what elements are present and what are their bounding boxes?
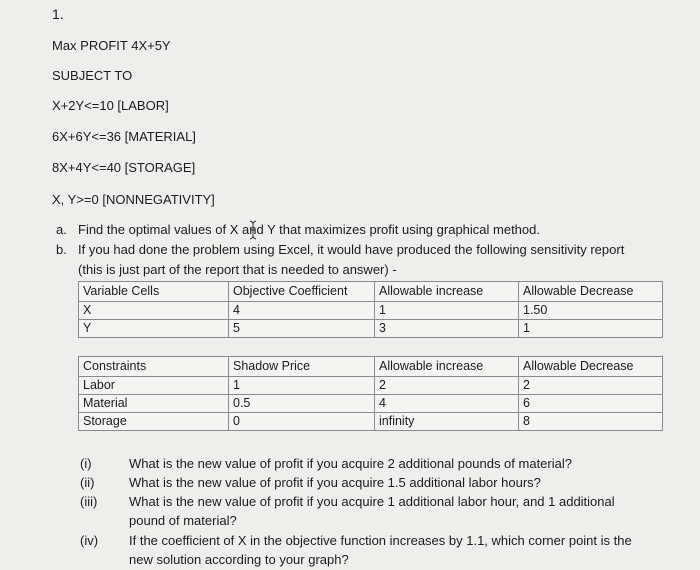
table-cell: 2 — [375, 377, 519, 395]
header-cell: Allowable Decrease — [519, 357, 663, 377]
table-cell: 1 — [519, 320, 663, 338]
constraint-labor: X+2Y<=10 [LABOR] — [52, 98, 169, 113]
objective-function: Max PROFIT 4X+5Y — [52, 38, 171, 53]
subject-to-label: SUBJECT TO — [52, 68, 133, 83]
variable-cells-table — [78, 281, 663, 338]
sub-question-text-continued: new solution according to your graph? — [129, 552, 349, 567]
header-cell: Allowable increase — [375, 357, 519, 377]
table-cell: 4 — [229, 302, 375, 320]
table-row — [79, 413, 663, 431]
constraint-material: 6X+6Y<=36 [MATERIAL] — [52, 129, 196, 144]
header-cell: Allowable Decrease — [519, 282, 663, 302]
sub-question-text: What is the new value of profit if you acquire 1.5 additional labor hours? — [129, 475, 541, 490]
sub-question-number: (iv) — [80, 533, 99, 548]
sub-question-number: (ii) — [80, 475, 95, 490]
table-cell: 5 — [229, 320, 375, 338]
sub-question-text-continued: pound of material? — [129, 513, 237, 528]
question-letter: b. — [56, 242, 67, 257]
constraint-storage: 8X+4Y<=40 [STORAGE] — [52, 160, 196, 175]
table-cell: Y — [79, 320, 229, 338]
text-cursor-icon — [248, 220, 258, 240]
table-cell: 1 — [375, 302, 519, 320]
table-cell: 8 — [519, 413, 663, 431]
table-cell: infinity — [375, 413, 519, 431]
table-cell: Storage — [79, 413, 229, 431]
table-header-row — [79, 282, 663, 302]
sub-question-number: (i) — [80, 456, 92, 471]
table-row — [79, 320, 663, 338]
header-cell: Objective Coefficient — [229, 282, 375, 302]
table-cell: 6 — [519, 395, 663, 413]
sub-question-number: (iii) — [80, 494, 98, 509]
table-cell: 4 — [375, 395, 519, 413]
table-header-row — [79, 357, 663, 377]
problem-number: 1. — [52, 6, 64, 22]
header-cell: Constraints — [79, 357, 229, 377]
constraint-nonnegativity: X, Y>=0 [NONNEGATIVITY] — [52, 192, 215, 207]
table-cell: X — [79, 302, 229, 320]
question-text-continued: (this is just part of the report that is needed to answer) - — [78, 262, 397, 277]
question-text: Find the optimal values of X and Y that maximizes profit using graphical method. — [78, 222, 540, 237]
table-cell: 0.5 — [229, 395, 375, 413]
table-cell: 3 — [375, 320, 519, 338]
constraints-table — [78, 356, 663, 431]
table-row — [79, 395, 663, 413]
sub-question-text: What is the new value of profit if you acquire 1 additional labor hour, and 1 additional — [129, 494, 615, 509]
table-cell: Material — [79, 395, 229, 413]
header-cell: Shadow Price — [229, 357, 375, 377]
table-cell: 0 — [229, 413, 375, 431]
header-cell: Allowable increase — [375, 282, 519, 302]
table-row — [79, 377, 663, 395]
question-letter: a. — [56, 222, 67, 237]
table-cell: Labor — [79, 377, 229, 395]
sub-question-text: What is the new value of profit if you acquire 2 additional pounds of material? — [129, 456, 572, 471]
header-cell: Variable Cells — [79, 282, 229, 302]
table-cell: 2 — [519, 377, 663, 395]
table-row — [79, 302, 663, 320]
table-cell: 1.50 — [519, 302, 663, 320]
question-text: If you had done the problem using Excel, it would have produced the following sensitivity report — [78, 242, 625, 257]
sub-question-text: If the coefficient of X in the objective function increases by 1.1, which corner point is the — [129, 533, 632, 548]
table-cell: 1 — [229, 377, 375, 395]
